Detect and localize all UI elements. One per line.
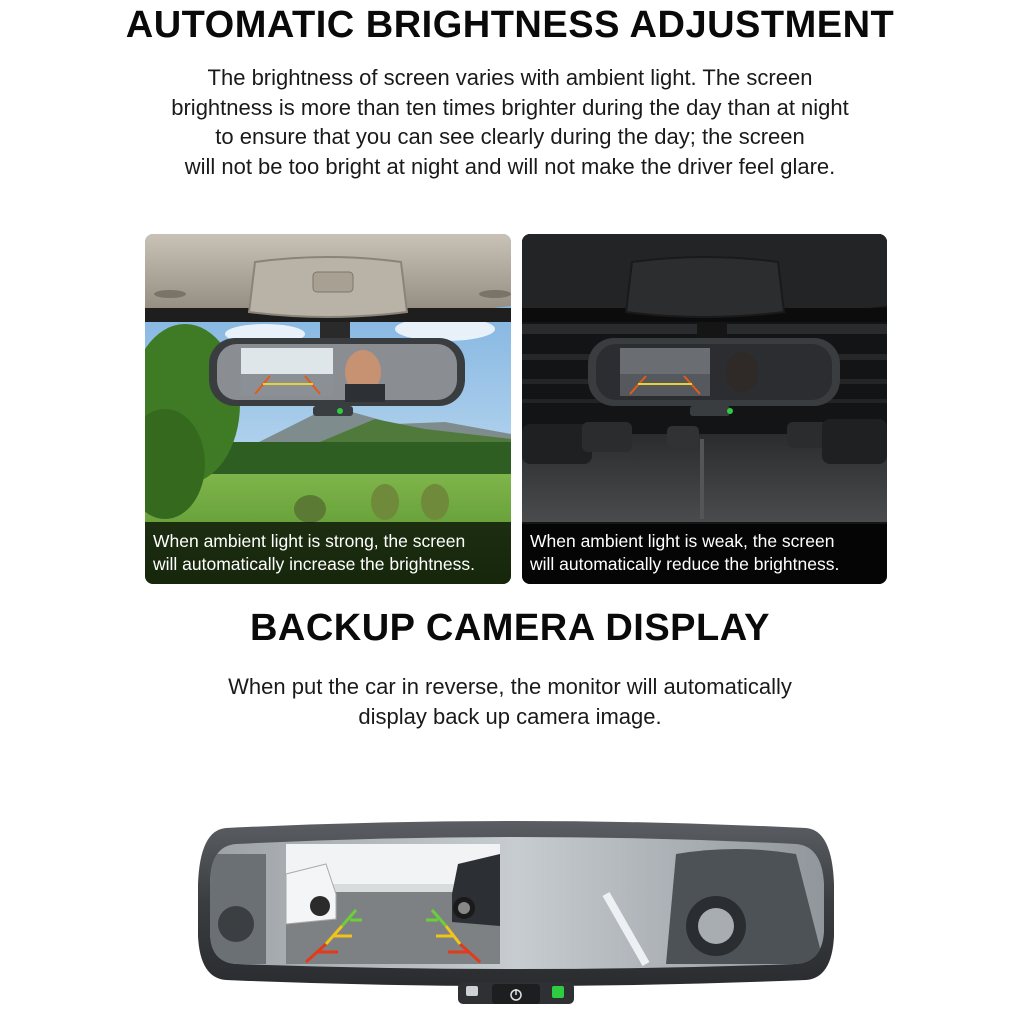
status-led-icon [552,986,564,998]
description-line: The brightness of screen varies with ambient light. The screen [207,65,813,90]
power-icon[interactable] [492,984,540,1004]
description-line: display back up camera image. [358,703,662,729]
night-caption [522,522,887,584]
caption-line: will automatically reduce the brightness. [530,554,840,574]
description-line: brightness is more than ten times brighter during the day than at night [171,94,849,120]
light-sensor-icon [466,986,478,996]
night-scene-panel [522,234,887,584]
description-line: to ensure that you can see clearly during the day; the screen [215,124,805,149]
day-caption [145,522,511,584]
status-led-icon [727,408,733,414]
mirror-illustration [196,814,836,1010]
caption-line: When ambient light is strong, the screen [153,531,466,551]
section-title-brightness: AUTOMATIC BRIGHTNESS ADJUSTMENT [125,4,895,46]
brightness-description [0,63,1020,181]
description-line: will not be too bright at night and will not make the driver feel glare. [184,153,836,179]
caption-line: When ambient light is weak, the screen [530,531,835,551]
backup-camera-description [0,672,1020,731]
rearview-mirror-monitor [196,814,836,1010]
section-title-backup-camera: BACKUP CAMERA DISPLAY [249,607,771,649]
status-led-icon [337,408,343,414]
description-line: When put the car in reverse, the monitor will automatically [228,674,792,699]
caption-line: will automatically increase the brightness. [153,554,475,574]
day-scene-panel [145,234,511,584]
